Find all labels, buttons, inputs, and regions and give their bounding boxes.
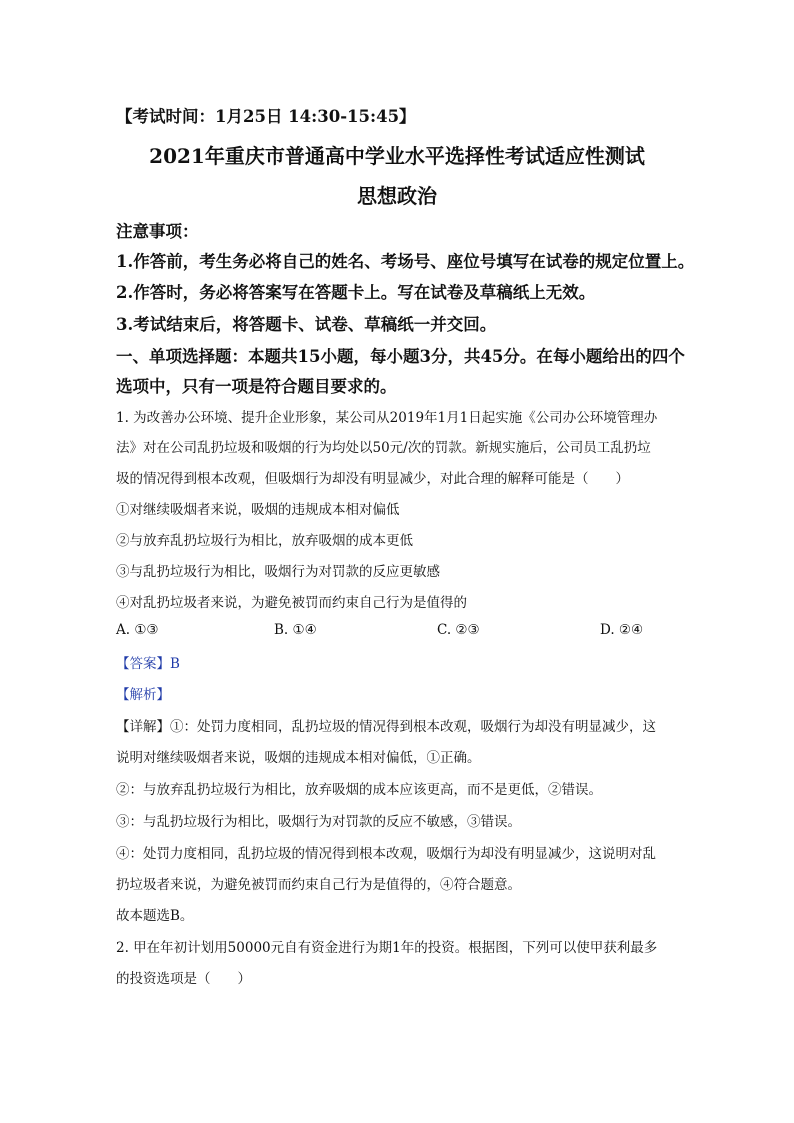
question-1-stem: 1. 为改善办公环境、提升企业形象，某公司从2019年1月1日起实施《公司办公环境管理办 <box>116 410 658 426</box>
subject-title: 思想政治 <box>357 184 437 208</box>
explanation-line: ②：与放弃乱扔垃圾行为相比，放弃吸烟的成本应该更高，而不是更低，②错误。 <box>116 782 602 798</box>
statement: ③与乱扔垃圾行为相比，吸烟行为对罚款的反应更敏感 <box>116 564 440 580</box>
section-heading: 一、单项选择题：本题共15小题，每小题3分，共45分。在每小题给出的四个 <box>116 347 685 366</box>
question-1-stem: 法》对在公司乱扔垃圾和吸烟的行为均处以50元/次的罚款。新规实施后，公司员工乱扔垃 <box>116 440 651 456</box>
section-heading: 选项中，只有一项是符合题目要求的。 <box>116 377 397 396</box>
notice-heading: 注意事项： <box>116 222 199 241</box>
option-b: B. ①④ <box>274 622 317 638</box>
notice-item: 2.作答时，务必将答案写在答题卡上。写在试卷及草稿纸上无效。 <box>116 283 596 302</box>
notice-item: 1.作答前，考生务必将自己的姓名、考场号、座位号填写在试卷的规定位置上。 <box>116 252 695 271</box>
conclusion: 故本题选B。 <box>116 908 194 924</box>
option-a: A. ①③ <box>116 622 159 638</box>
question-2-stem: 的投资选项是（ ） <box>116 971 251 987</box>
answer: 【答案】B <box>116 656 180 672</box>
analysis-label: 【解析】 <box>116 687 170 703</box>
explanation-line: 扔垃圾者来说，为避免被罚而约束自己行为是值得的，④符合题意。 <box>116 877 521 893</box>
question-1-stem: 圾的情况得到根本改观，但吸烟行为却没有明显减少，对此合理的解释可能是（ ） <box>116 471 629 487</box>
statement: ④对乱扔垃圾者来说，为避免被罚而约束自己行为是值得的 <box>116 595 467 611</box>
explanation-line: 说明对继续吸烟者来说，吸烟的违规成本相对偏低，①正确。 <box>116 750 481 766</box>
exam-time: 【考试时间：1月25日 14:30-15:45】 <box>116 107 416 126</box>
option-c: C. ②③ <box>437 622 480 638</box>
explanation-line: ④：处罚力度相同，乱扔垃圾的情况得到根本改观，吸烟行为却没有明显减少，这说明对乱 <box>116 846 656 862</box>
explanation-line: 【详解】①：处罚力度相同，乱扔垃圾的情况得到根本改观，吸烟行为却没有明显减少，这 <box>116 719 656 735</box>
option-d: D. ②④ <box>600 622 644 638</box>
exam-title: 2021年重庆市普通高中学业水平选择性考试适应性测试 <box>149 144 645 168</box>
question-2-stem: 2. 甲在年初计划用50000元自有资金进行为期1年的投资。根据图，下列可以使甲获利最多 <box>116 940 658 956</box>
statement: ②与放弃乱扔垃圾行为相比，放弃吸烟的成本更低 <box>116 533 413 549</box>
notice-item: 3.考试结束后，将答题卡、试卷、草稿纸一并交回。 <box>116 315 497 334</box>
statement: ①对继续吸烟者来说，吸烟的违规成本相对偏低 <box>116 502 400 518</box>
explanation-line: ③：与乱扔垃圾行为相比，吸烟行为对罚款的反应不敏感，③错误。 <box>116 814 521 830</box>
